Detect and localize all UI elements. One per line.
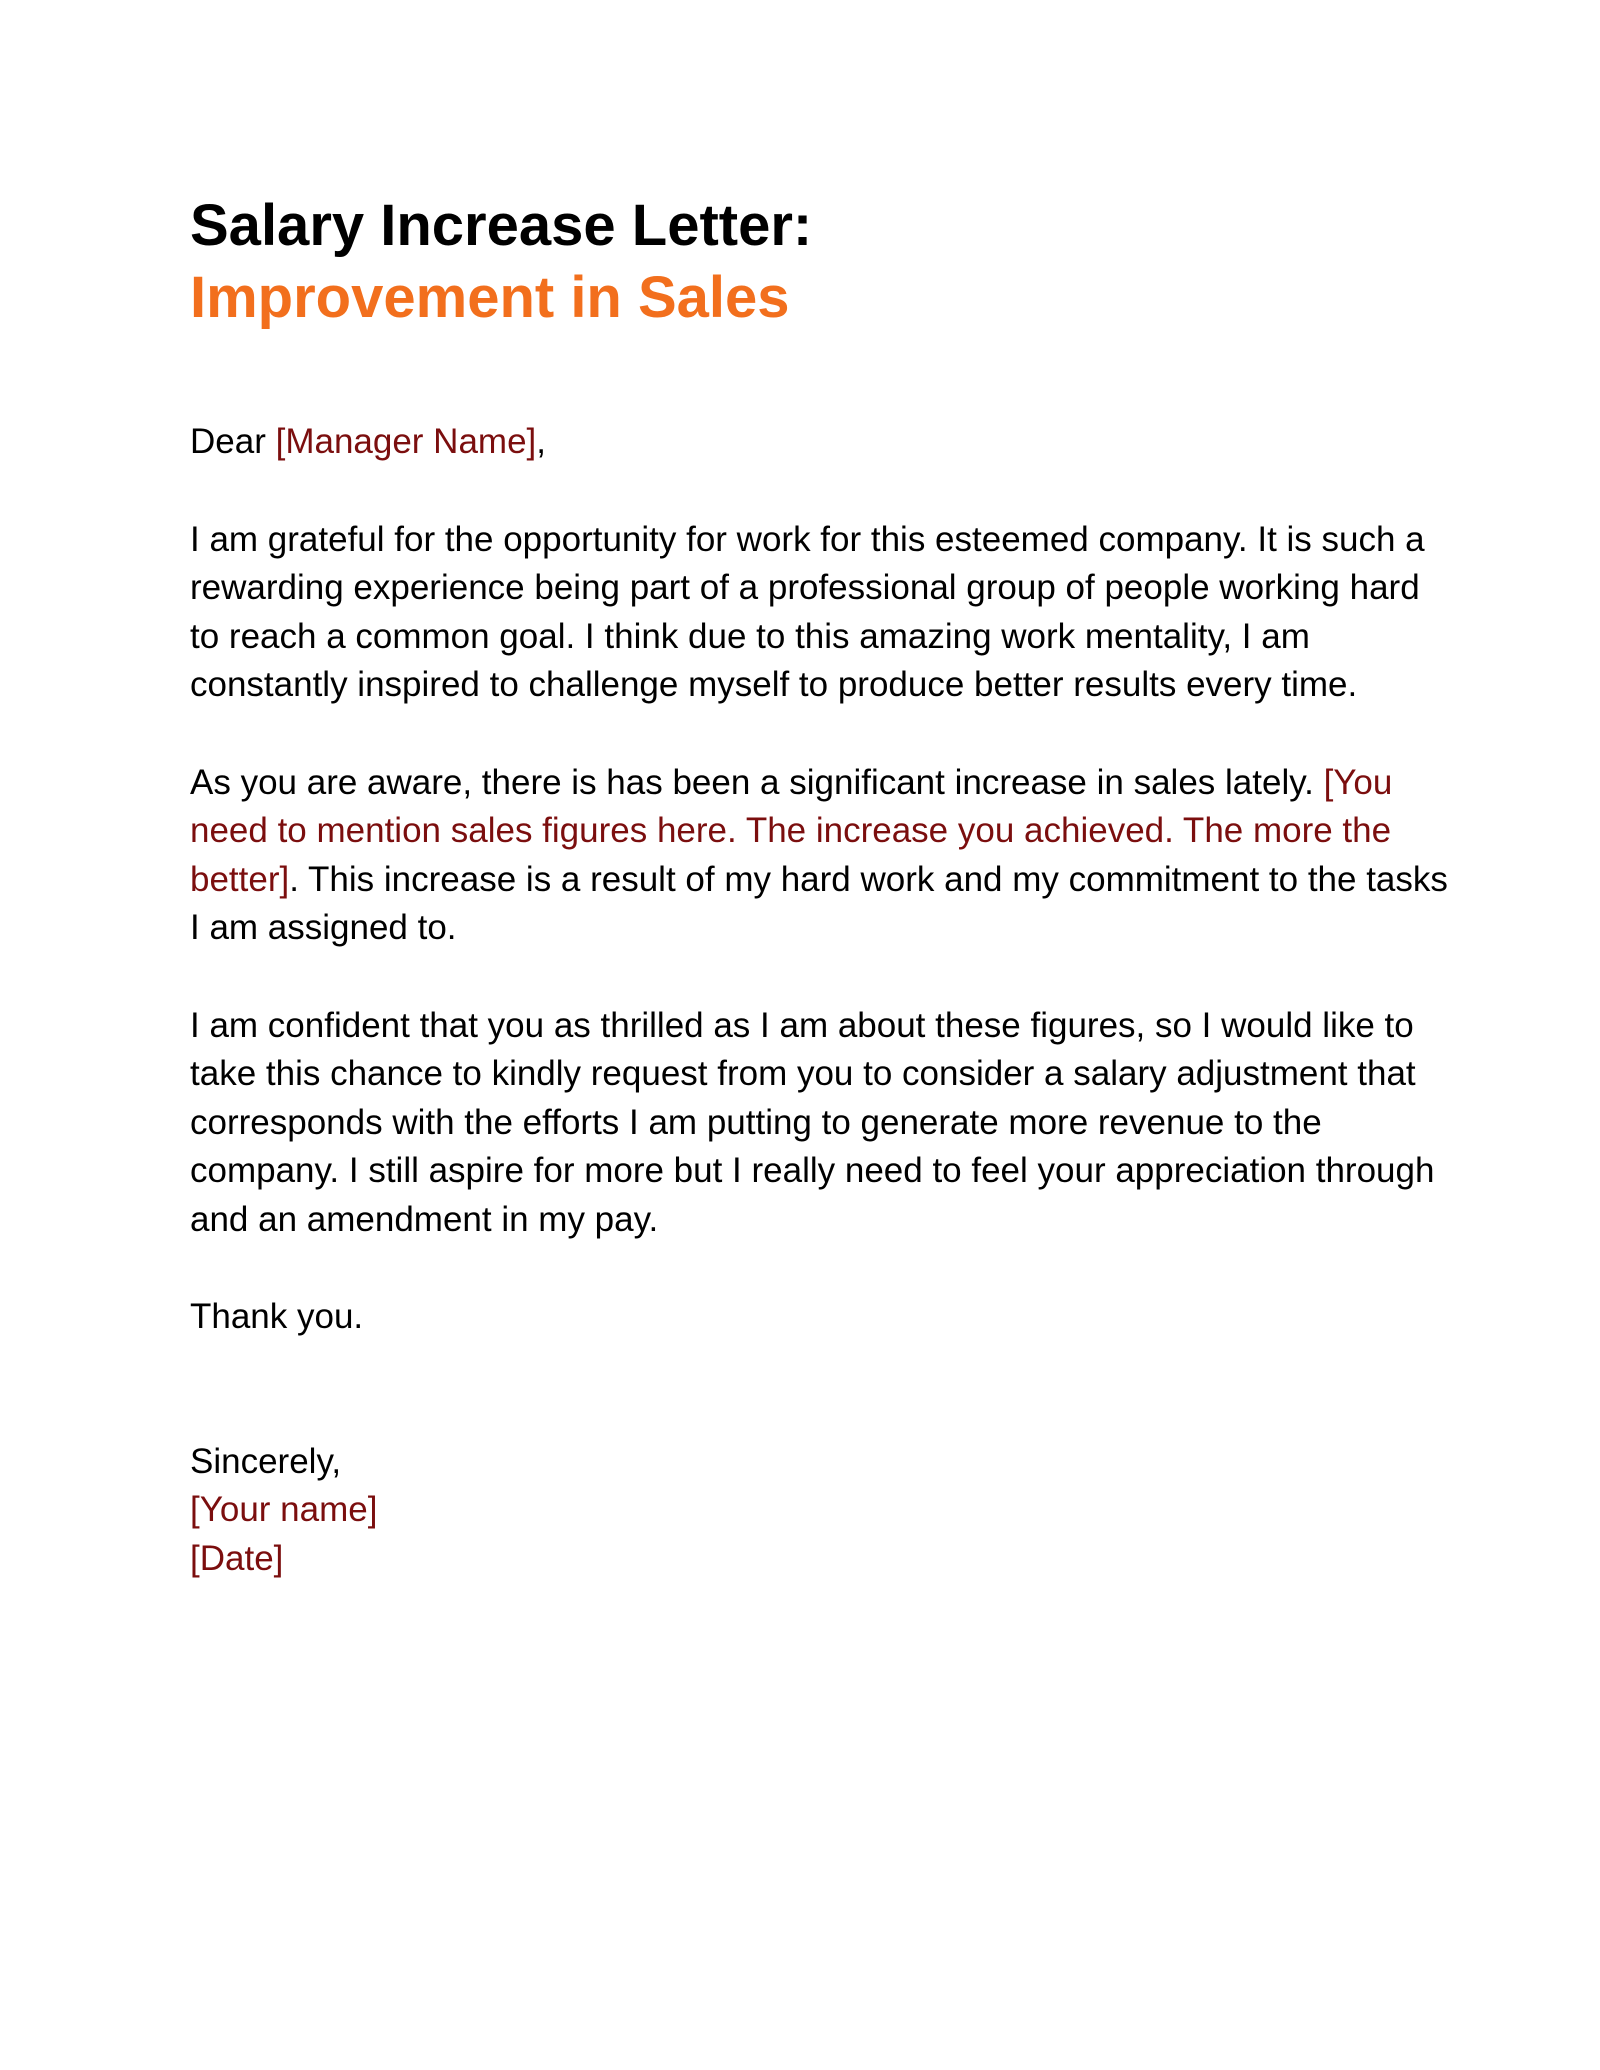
manager-name-placeholder: [Manager Name]: [275, 422, 537, 461]
letter-body: [190, 418, 1450, 1583]
closing: Sincerely,: [190, 1441, 342, 1481]
paragraph-gratitude: I am grateful for the opportunity for work for this esteemed company. It is such a rewarding experience being part of a professional group of people working hard to reach a common goal. I think due to this amazing work mentality, I am constantly inspired to challenge myself to produce better results every time.: [190, 519, 1425, 704]
salutation: [190, 418, 1450, 467]
letter-page: [190, 190, 1450, 1583]
signature-block: [190, 1438, 1450, 1584]
paragraph-sales-start: As you are aware, there is has been a significant increase in sales lately.: [190, 762, 1324, 802]
salutation-comma: ,: [536, 422, 546, 461]
paragraph-request: I am confident that you as thrilled as I am about these figures, so I would like to take this chance to kindly request from you to consider a salary adjustment that corresponds with the efforts I am putting to generate more revenue to the company. I still aspire for more but I really need to feel your appreciation through and an amendment in my pay.: [190, 1005, 1435, 1239]
paragraph-sales-end: . This increase is a result of my hard work and my commitment to the tasks I am assigned to.: [190, 859, 1448, 947]
page-title: Salary Increase Letter:: [190, 193, 813, 258]
thank-you: Thank you.: [190, 1297, 364, 1336]
letter-heading: [190, 190, 1450, 334]
salutation-text: Dear: [190, 422, 276, 461]
your-name-placeholder: [Your name]: [190, 1490, 378, 1529]
paragraph-sales: [190, 759, 1450, 953]
page-subtitle: Improvement in Sales: [190, 265, 790, 330]
sales-figures-placeholder: [You need to mention sales figures here. The increase you achieved. The more the better]: [190, 762, 1393, 899]
date-placeholder: [Date]: [190, 1538, 284, 1578]
